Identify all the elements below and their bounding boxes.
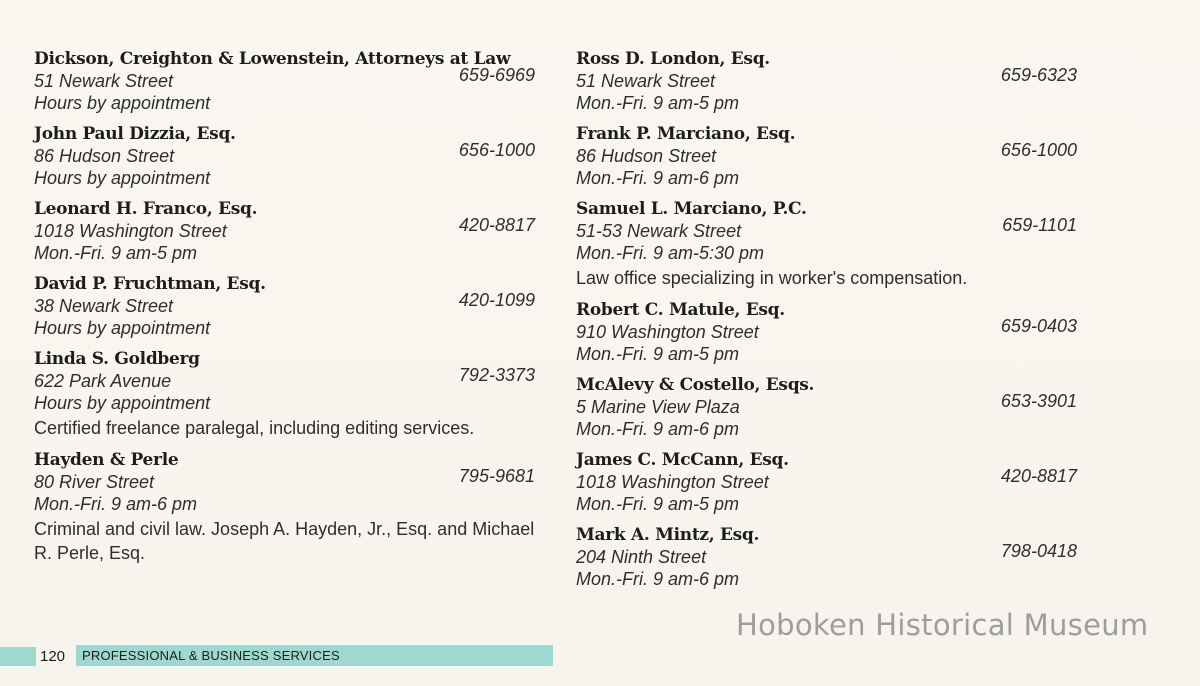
listing-phone: 420-1099 [458, 290, 535, 310]
listing-address: 51 Newark Street [34, 71, 174, 91]
section-title: PROFESSIONAL & BUSINESS SERVICES [82, 648, 340, 663]
listing-entry [34, 48, 539, 114]
listing-address: 86 Hudson Street [576, 146, 717, 166]
listing-name: David P. Fruchtman, Esq. [34, 274, 266, 294]
page-number: 120 [40, 648, 66, 665]
listing-hours: Hours by appointment [34, 393, 211, 413]
listing-hours: Mon.-Fri. 9 am-6 pm [576, 419, 740, 439]
listing-name: Robert C. Matule, Esq. [576, 300, 785, 320]
listing-name: McAlevy & Costello, Esqs. [576, 375, 815, 395]
listing-note: Certified freelance paralegal, including editing services. [34, 418, 475, 438]
listing-hours: Hours by appointment [34, 93, 211, 113]
listing-address: 51 Newark Street [576, 71, 716, 91]
listing-name: Dickson, Creighton & Lowenstein, Attorneys at Law [34, 49, 511, 69]
footer-accent-stub [0, 647, 36, 666]
listing-entry [576, 198, 1081, 290]
listing-entry [34, 449, 539, 565]
listing-entry [34, 198, 539, 264]
listing-hours: Mon.-Fri. 9 am-6 pm [576, 168, 740, 188]
listing-entry [576, 48, 1081, 114]
listing-address: 5 Marine View Plaza [576, 397, 740, 417]
listing-entry [576, 299, 1081, 365]
listing-address: 51-53 Newark Street [576, 221, 742, 241]
listing-phone: 659-0403 [1000, 316, 1077, 336]
listing-name: Ross D. London, Esq. [576, 49, 770, 69]
listing-note: Law office specializing in worker's compensation. [576, 268, 968, 288]
listing-phone: 420-8817 [458, 215, 535, 235]
listing-phone: 792-3373 [458, 365, 535, 385]
listing-phone: 659-6323 [1000, 65, 1077, 85]
listing-name: James C. McCann, Esq. [576, 450, 789, 470]
left-column [34, 48, 539, 574]
listing-entry [34, 123, 539, 189]
listing-phone: 659-1101 [1002, 215, 1077, 235]
listing-hours: Hours by appointment [34, 168, 211, 188]
listing-hours: Mon.-Fri. 9 am-6 pm [576, 569, 740, 589]
listing-address: 1018 Washington Street [34, 221, 227, 241]
watermark: Hoboken Historical Museum [736, 608, 1149, 642]
listing-name: Leonard H. Franco, Esq. [34, 199, 258, 219]
listing-address: 80 River Street [34, 472, 155, 492]
listing-hours: Mon.-Fri. 9 am-5 pm [576, 344, 740, 364]
listing-entry [576, 449, 1081, 515]
right-column [576, 48, 1081, 599]
listing-hours: Mon.-Fri. 9 am-5 pm [34, 243, 198, 263]
listing-hours: Mon.-Fri. 9 am-5 pm [576, 93, 740, 113]
listing-entry [34, 273, 539, 339]
listing-name: Frank P. Marciano, Esq. [576, 124, 796, 144]
listing-entry [576, 123, 1081, 189]
listing-name: John Paul Dizzia, Esq. [34, 124, 236, 144]
listing-address: 38 Newark Street [34, 296, 174, 316]
listing-address: 622 Park Avenue [34, 371, 172, 391]
listing-phone: 795-9681 [458, 466, 535, 486]
listing-hours: Mon.-Fri. 9 am-5:30 pm [576, 243, 765, 263]
listing-hours: Mon.-Fri. 9 am-5 pm [576, 494, 740, 514]
listing-phone: 656-1000 [458, 140, 535, 160]
listing-phone: 656-1000 [1000, 140, 1077, 160]
listing-phone: 653-3901 [1000, 391, 1077, 411]
listing-hours: Hours by appointment [34, 318, 211, 338]
listing-entry [576, 524, 1081, 590]
listing-address: 204 Ninth Street [576, 547, 707, 567]
listing-name: Hayden & Perle [34, 450, 179, 470]
listing-address: 86 Hudson Street [34, 146, 175, 166]
listing-phone: 659-6969 [458, 65, 535, 85]
listing-name: Mark A. Mintz, Esq. [576, 525, 760, 545]
listing-phone: 420-8817 [1000, 466, 1077, 486]
listing-phone: 798-0418 [1000, 541, 1077, 561]
listing-address: 1018 Washington Street [576, 472, 769, 492]
listing-entry [34, 348, 539, 440]
listing-name: Linda S. Goldberg [34, 349, 200, 369]
listing-name: Samuel L. Marciano, P.C. [576, 199, 807, 219]
listing-hours: Mon.-Fri. 9 am-6 pm [34, 494, 198, 514]
listing-address: 910 Washington Street [576, 322, 759, 342]
listing-entry [576, 374, 1081, 440]
listing-note: Criminal and civil law. Joseph A. Hayden, Jr., Esq. and Michael R. Perle, Esq. [34, 519, 535, 563]
